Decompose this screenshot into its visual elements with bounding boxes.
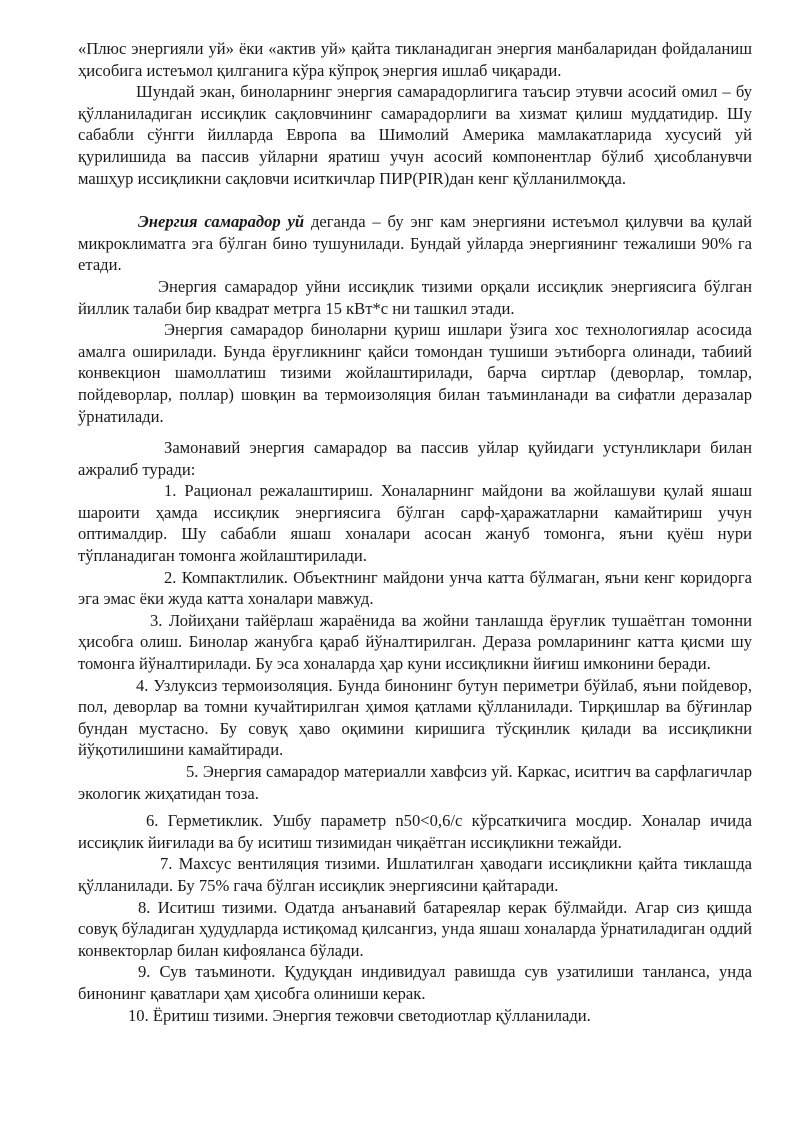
- paragraph-construction-technology: Энергия самарадор биноларни қуриш ишлари ўзига хос технологиялар асосида амалга оширилади. Бунда ёруғликнинг қайси томондан тушиши эътиборга олинади, табиий конвекцион шамоллатиш тизими жойлаштирилади, барча сиртлар (деворлар, томлар, пойдеворлар, поллар) шовқин ва термоизоляция билан таъминланади ва сифатли деразалар ўрнатилади.: [78, 320, 752, 426]
- list-item-airtightness: 6. Герметиклик. Ушбу параметр n50<0,6/c кўрсаткичига мосдир. Хоналар ичида иссиқлик йиғилади ва бу иситиш тизимидан чиқаётган иссиқликни тежайди.: [78, 811, 752, 852]
- list-item-lighting-system: 10. Ёритиш тизими. Энергия тежовчи светодиотлар қўлланилади.: [128, 1005, 591, 1025]
- list-item-safe-materials: 5. Энергия самарадор материалли хавфсиз уй. Каркас, иситгич ва сарфлагичлар экологик жиҳатидан тоза.: [78, 762, 752, 803]
- list-item-heating-system: 8. Иситиш тизими. Одатда анъанавий батареялар керак бўлмайди. Агар сиз қишда совуқ бўладиган ҳудудларда истиқомад қилсангиз, унда яшаш хоналарда ўрнатиладиган оддий конвекторлар билан кифояланса бўлади.: [78, 897, 752, 960]
- term-energy-efficient-house: Энергия самарадор уй: [138, 212, 305, 232]
- document-page: [78, 38, 752, 1026]
- list-item-compactness: 2. Компактлилик. Объектнинг майдони унча катта бўлмаган, яъни кенг коридорга эга эмас ёки жуда катта хоналари мавжуд.: [78, 567, 752, 609]
- definition-text: деганда – бу энг кам энергияни истеъмол қилувчи ва қулай микроклиматга эга бўлган бино тушунилади. Бундай уйларда энергиянинг тежалиши 90% га етади.: [78, 212, 752, 275]
- paragraph-insulation-factor: Шундай экан, биноларнинг энергия самарадорлигига таъсир этувчи асосий омил – бу қўлланиладиган иссиқлик сақловчининг самарадорлиги ва хизмат қилиш муддатидир. Шу сабабли сўнгги йилларда Европа ва Шимолий Америка мамлакатларида хусусий уй қурилишида ва пассив уйларни яратиш учун асосий компонентлар бўлиб ҳисобланувчи машҳур иссиқликни сақловчи иситкичлар ПИР(PIR)дан кенг қўлланилмоқда.: [78, 82, 752, 188]
- paragraph-annual-heat-demand: Энергия самарадор уйни иссиқлик тизими орқали иссиқлик энергиясига бўлган йиллик талаби бир квадрат метрга 15 кВт*с ни ташкил этади.: [78, 276, 752, 318]
- list-item-ventilation: 7. Махсус вентиляция тизими. Ишлатилган ҳаводаги иссиқликни қайта тиклашда қўлланилади. Бу 75% гача бўлган иссиқлик энергиясини қайтаради.: [78, 854, 752, 895]
- list-item-thermal-insulation: 4. Узлуксиз термоизоляция. Бунда бинонинг бутун периметри бўйлаб, яъни пойдевор, пол, деворлар ва томни кучайтирилган ҳимоя қатлами қўлланилади. Тирқишлар ва бўғинлар бундан мустасно. Бу совуқ ҳаво оқимини киришига тўсқинлик қилади ва иссиқликни йўқотилишини камайтиради.: [78, 675, 752, 760]
- list-item-rational-planning: 1. Рационал режалаштириш. Хоналарнинг майдони ва жойлашуви қулай яшаш шароити ҳамда иссиқлик энергиясига бўлган сарф-ҳаражатларни камайтириш учун оптималдир. Шу сабабли яшаш хоналари асосан жануб томонга, яъни қуёш нури тўпланадиган томонга жойлаштирилади.: [78, 481, 752, 566]
- paragraph-energy-efficient-definition: [78, 211, 752, 276]
- list-item-water-supply: 9. Сув таъминоти. Қудуқдан индивидуал равишда сув узатилиши танланса, унда бинонинг қаватлари ҳам ҳисобга олиниши керак.: [78, 962, 752, 1003]
- paragraph-advantages-intro: Замонавий энергия самарадор ва пассив уйлар қуйидаги устунликлари билан ажралиб туради:: [78, 438, 752, 479]
- list-item-orientation: 3. Лойиҳани тайёрлаш жараёнида ва жойни танлашда ёруғлик тушаётган томонни ҳисобга олиш. Бинолар жанубга қараб йўналтирилган. Дераза ромларининг катта қисми шу томонга йўналтирилади. Бу эса хоналарда ҳар куни иссиқликни йиғиш имконини беради.: [78, 610, 752, 674]
- paragraph-active-house: «Плюс энергияли уй» ёки «актив уй» қайта тикланадиган энергия манбаларидан фойдаланиш ҳисобига истеъмол қилганига кўра кўпроқ энергия ишлаб чиқаради.: [78, 39, 752, 80]
